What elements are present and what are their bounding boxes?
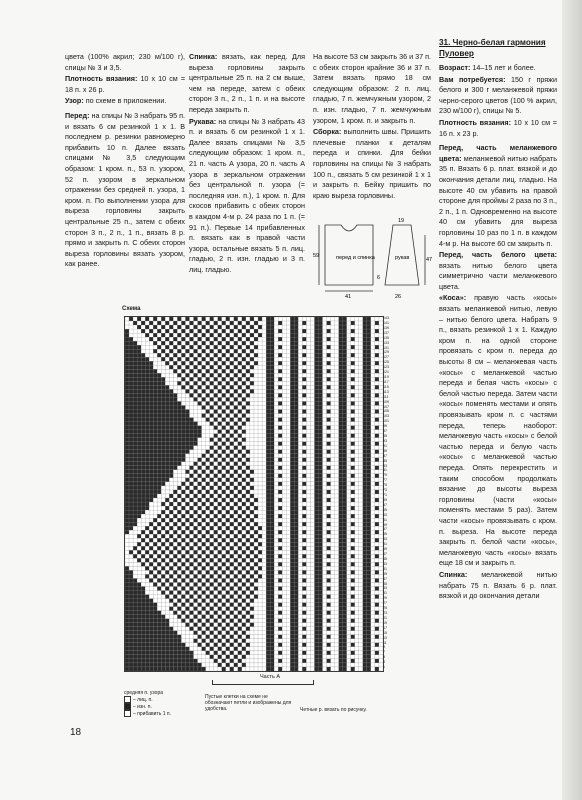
row-number: 3	[383, 660, 385, 665]
sketch-sleeve-label: рукав	[395, 255, 410, 261]
text-column-2	[189, 52, 305, 276]
row-number: 101	[383, 419, 389, 424]
row-number: 69	[383, 497, 387, 502]
need-value: 150 г пряжи белого и 300 г меланжевой пряжи черно-серого цветов (100 % акрил, 230 м/100 г), спицы № 5.	[439, 74, 557, 116]
row-number: 7	[383, 650, 385, 655]
density-label: Плотность вязания:	[65, 74, 138, 84]
dim-41: 41	[345, 294, 352, 300]
row-number: 87	[383, 453, 387, 458]
need-label: Вам потребуется:	[439, 74, 506, 84]
row-number: 139	[383, 325, 389, 330]
text-column-3	[313, 52, 431, 202]
row-number: 29	[383, 596, 387, 601]
dim-59: 59	[313, 253, 320, 259]
row-number: 111	[383, 394, 389, 399]
density-paragraph-2	[439, 118, 557, 139]
white-label: Перед, часть белого цвета:	[439, 250, 557, 260]
row-number: 67	[383, 502, 387, 507]
face-swatch	[124, 696, 131, 703]
increase-swatch	[124, 710, 131, 717]
page-number: 18	[70, 727, 82, 738]
row-number: 11	[383, 640, 387, 645]
front-text: на спицы № 3 набрать 95 п. и вязать 6 см резинкой 1 х 1. В последнем р. резинки равномерно прибавить 10 п. Далее вязать спицами № 3,5 следующим образом: 1 кром. п., 53 п. узором, 52 п. узором в зеркальном отражении без средней п. узора, 1 кром. п. По выполнении узора для вырезa горловины закрыть центральные 25 п., затем с обеих сторон 3 п., 2 п., 1 п., вязать 8 р. прямо и закрыть п. С обеих сторон выреза горловины вязать узором, как ранее.	[65, 110, 186, 269]
row-number: 75	[383, 483, 387, 488]
legend-middle: средняя п. узора	[124, 690, 163, 696]
pattern-value: по схеме в приложении.	[85, 96, 167, 106]
legend-inc: – прибавить 1 п.	[133, 710, 171, 717]
row-number: 5	[383, 655, 385, 660]
row-number: 129	[383, 350, 389, 355]
row-number: 61	[383, 517, 387, 522]
assembly-label: Сборка:	[313, 127, 342, 137]
dim-6: 6	[377, 275, 381, 281]
chart-legend	[124, 690, 171, 717]
yarn-text: цвета (100% акрил; 230 м/100 г), спицы № 3 и 3,5.	[65, 52, 185, 72]
row-number: 23	[383, 611, 387, 615]
row-number: 73	[383, 488, 387, 493]
row-number: 127	[383, 355, 389, 360]
row-number: 125	[383, 360, 389, 365]
row-number: 51	[383, 542, 387, 547]
row-number: 115	[383, 384, 389, 389]
back2-label: Спинка:	[439, 569, 468, 579]
purl-swatch	[124, 703, 131, 710]
row-number: 65	[383, 507, 387, 512]
row-number: 99	[383, 424, 387, 429]
row-number: 91	[383, 443, 387, 448]
knitting-chart-grid	[125, 317, 383, 671]
melange-label: Перед, часть меланжевого цвета:	[439, 143, 557, 163]
kosa-text: правую часть «косы» вязать меланжевой нитью, левую – нитью белого цвета. Набрать 9 п., вязать резинкой 1 х 1. Каждую кром п. на одной стороне провязать с кром п. переда до высоты 8 см – меланжевая часть «косы» с меланжевой частью переда и белая часть «косы» с белой частью переда. Затем части «косы» поменять местами и опять провязывать кром п. с частями переда, теперь наоборот: меланжевую часть «косы» с белой частью переда и белую часть «косы» с меланжевой частью переда. Опять перекрестить и таким способом продолжать вязание до высоты выреза горловины (части «косы» поменять местами 5 раз). Затем части «косы» провязывать с кром. п. выреза. На высоте переда закрыть п. белой части «косы», меланжевую часть «косы» вязать еще 18 см и закрыть п.	[439, 293, 558, 568]
row-number: 119	[383, 375, 389, 379]
back-label: Спинка:	[189, 52, 218, 61]
schema-title: Схема	[122, 306, 141, 312]
row-number: 135	[383, 335, 389, 340]
back-text: вязать, как перед. Для выреза горловины закрыть центральные 25 п. на 2 см выше, чем на переде, затем с обеих сторон 3 п., 2 п., 1 п. и на высоте переда закрыть п.	[189, 52, 305, 114]
row-number: 41	[383, 566, 387, 571]
age-label: Возраст:	[439, 63, 471, 72]
row-number: 25	[383, 606, 387, 611]
kosa-paragraph	[439, 293, 557, 568]
front-label: Перед:	[65, 110, 90, 120]
assembly-paragraph	[313, 127, 431, 201]
row-number: 43	[383, 561, 387, 566]
row-number: 103	[383, 414, 389, 419]
row-number: 21	[383, 615, 387, 620]
row-number: 71	[383, 493, 387, 497]
row-number: 141	[383, 320, 389, 325]
part-a-bracket	[212, 680, 314, 685]
row-number: 97	[383, 429, 387, 434]
row-number: 93	[383, 438, 387, 443]
pattern-paragraph	[65, 96, 185, 107]
age-paragraph	[439, 63, 557, 74]
row-number: 131	[383, 345, 389, 350]
assembly-text: выполнить швы. Пришить плечевые планки к деталям переда и спинки. Для бейки горловины на спицы № 3 набрать 100 п., связать 5 см резинкой 1 х 1 и закрыть п. Бейку пришить по краю выреза горловины.	[313, 127, 432, 200]
density-value-2: 10 х 10 см = 16 п. х 23 р.	[439, 117, 557, 138]
row-number: 13	[383, 635, 387, 640]
page-edge	[562, 0, 582, 800]
white-text: вязать нитью белого цвета симметрично части меланжевого цвета.	[439, 260, 557, 291]
row-number: 143	[383, 316, 389, 320]
row-number: 63	[383, 512, 387, 517]
row-number: 79	[383, 473, 387, 478]
row-number: 15	[383, 630, 387, 635]
row-number: 17	[383, 625, 387, 630]
chart-row-numbers	[382, 316, 396, 670]
kosa-label: «Коса»:	[439, 293, 467, 303]
text-column-1	[65, 52, 185, 271]
need-paragraph	[439, 75, 557, 117]
article-title: 31. Черно-белая гармония	[439, 38, 546, 47]
row-number: 49	[383, 547, 387, 552]
dim-19: 19	[398, 218, 405, 224]
row-number: 105	[383, 409, 389, 414]
row-number: 83	[383, 463, 387, 468]
row-number: 121	[383, 370, 389, 375]
row-number: 45	[383, 556, 387, 561]
chart-note-odd: Четные р. вязать по рисунку.	[300, 707, 367, 713]
part-a-label: Часть А	[260, 674, 281, 680]
row-number: 59	[383, 522, 387, 527]
row-number: 109	[383, 399, 389, 404]
row-number: 31	[383, 591, 387, 596]
row-number: 137	[383, 330, 389, 335]
row-number: 19	[383, 620, 387, 625]
row-number: 85	[383, 458, 387, 463]
row-number: 113	[383, 389, 389, 394]
article-subtitle: Пуловер	[439, 48, 474, 58]
sleeves-text: на спицы № 3 набрать 43 п. и вязать 6 см резинкой 1 х 1. Далее вязать спицами № 3,5 следующим образом: 1 кром. п., 21 п. часть А узора, 20 п. часть А узора в зеркальном отражении без центральной п. узора (= последняя изн. п.), 1 кром. п. Для скосов прибавить с обеих сторон в каждом 4-м р. 24 раза по 1 п. (= 91 п.). Первые 14 прибавленных п. вязать как в правой части узора, остальные вязать 5 п. лиц. гладью, 2 п. изн. гладью и 3 п. лиц. гладью.	[189, 116, 305, 274]
row-number: 39	[383, 571, 387, 576]
legend-face-item	[124, 696, 171, 703]
melange-text: меланжевой нитью набрать 35 п. Вязать 6 р. плат. вязкой и до окончания детали лиц. гладью. На высоте 40 см убавить на правой стороне для проймы 2 раза по 3 п., 2 п., 1 п. Одновременно на высоте 40 см убавить для выреза горловины 10 раз по 1 п. в каждом 4-м р. На высоте 60 см закрыть п.	[439, 153, 558, 248]
row-number: 53	[383, 537, 387, 542]
chart-note-empty: Пустые клетки на схеме не обозначают петли и изображены для удобства.	[205, 694, 292, 712]
row-number: 117	[383, 379, 389, 384]
row-number: 35	[383, 581, 387, 586]
row-number: 81	[383, 468, 387, 473]
sleeve-finish-text: На высоте 53 см закрыть 36 и 37 п. с обеих сторон крайние 36 и 37 п. Затем вязать прямо 18 см следующим образом: 2 п. лиц. гладью, 7 п. жемчужным узором, 2 п. изн. гладью, 7 п. жемчужным узором, 1 кром. п. и закрыть п.	[313, 52, 431, 125]
row-number: 57	[383, 527, 387, 532]
text-column-4	[439, 38, 557, 603]
back-paragraph	[189, 52, 305, 116]
row-number: 107	[383, 404, 389, 409]
row-number: 1	[383, 665, 385, 670]
row-number: 27	[383, 601, 387, 606]
white-paragraph	[439, 250, 557, 292]
row-number: 95	[383, 434, 387, 438]
density-label-2: Плотность вязания:	[439, 117, 512, 127]
row-number: 9	[383, 645, 385, 650]
age-value: 14–15 лет и более.	[472, 63, 536, 72]
density-paragraph	[65, 74, 185, 95]
sleeves-paragraph	[189, 117, 305, 276]
legend-face: – лиц. п.	[133, 696, 153, 703]
back2-text: меланжевой нитью набрать 75 п. Вязать 6 р. плат. вязкой и до окончания детали	[439, 569, 558, 601]
front-paragraph	[65, 111, 185, 270]
back2-paragraph	[439, 570, 557, 602]
density-value: 10 х 10 см = 18 п. х 26 р.	[65, 74, 186, 94]
row-number: 33	[383, 586, 387, 591]
pattern-label: Узор:	[65, 96, 84, 106]
knitting-chart	[124, 316, 384, 672]
row-number: 37	[383, 576, 387, 581]
legend-purl: – изн. п.	[133, 703, 152, 710]
legend-inc-item	[124, 710, 171, 717]
dim-47: 47	[426, 257, 433, 263]
garment-sketch	[313, 215, 431, 300]
sleeves-label: Рукава:	[189, 116, 217, 126]
dim-26: 26	[395, 294, 402, 300]
row-number: 123	[383, 365, 389, 370]
row-number: 89	[383, 448, 387, 453]
row-number: 55	[383, 532, 387, 537]
row-number: 133	[383, 340, 389, 345]
row-number: 77	[383, 478, 387, 483]
legend-purl-item	[124, 703, 171, 710]
melange-paragraph	[439, 143, 557, 249]
sketch-front-label: перед и спинка	[336, 255, 375, 261]
row-number: 47	[383, 552, 387, 556]
